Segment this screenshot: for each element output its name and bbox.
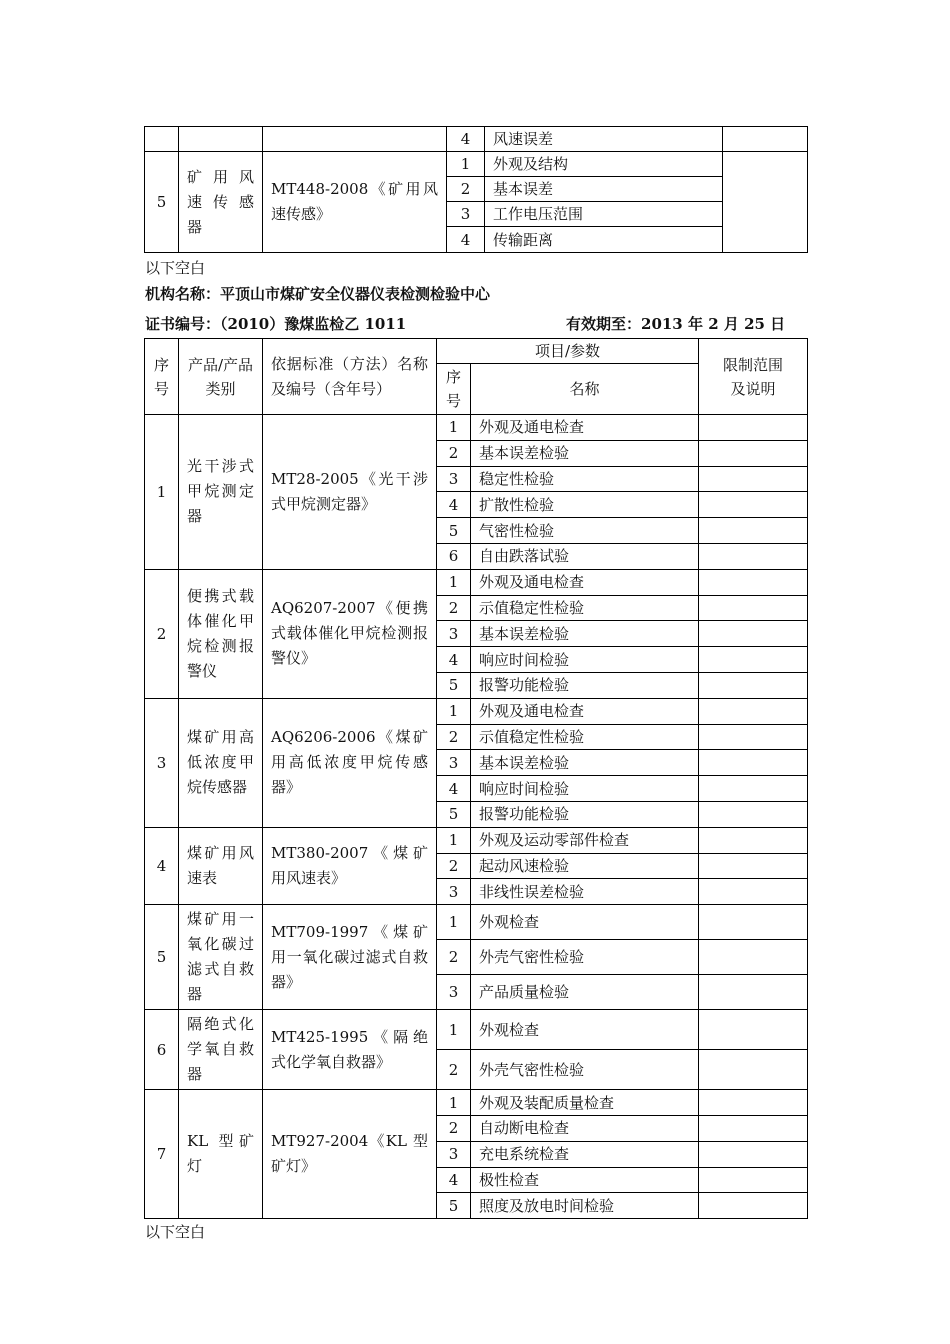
- org-name: 机构名称：平顶山市煤矿安全仪器仪表检测检验中心: [145, 285, 491, 303]
- item-number: 6: [437, 543, 471, 569]
- item-name: 基本误差检验: [471, 440, 699, 466]
- limit-cell: [699, 415, 808, 441]
- item-name: 示值稳定性检验: [471, 595, 699, 621]
- product-name: KL 型矿灯: [179, 1090, 263, 1219]
- item-name: 产品质量检验: [471, 975, 699, 1010]
- table-row: [145, 905, 808, 940]
- product-seq: 7: [145, 1090, 179, 1219]
- product-name: 矿 用 风速 传 感器: [179, 152, 263, 253]
- item-number: 3: [437, 975, 471, 1010]
- item-number: 1: [437, 1010, 471, 1050]
- item-name: 响应时间检验: [471, 647, 699, 673]
- product-name: 光干涉式甲烷测定器: [179, 415, 263, 570]
- product-seq: 1: [145, 415, 179, 570]
- cert-number: 证书编号：（2010）豫煤监检乙 1011: [145, 315, 407, 333]
- limit-cell: [699, 698, 808, 724]
- item-name: 基本误差: [485, 177, 723, 202]
- item-name: 工作电压范围: [485, 202, 723, 227]
- item-name: 传输距离: [485, 227, 723, 253]
- item-number: 1: [437, 698, 471, 724]
- header-standard: 依据标准（方法）名称及编号（含年号）: [263, 339, 437, 415]
- item-number: 5: [437, 672, 471, 698]
- item-number: 4: [447, 227, 485, 253]
- item-name: 外观及通电检查: [471, 698, 699, 724]
- item-name: 外观及通电检查: [471, 415, 699, 441]
- item-name: 风速误差: [485, 127, 723, 152]
- table-row: [145, 569, 808, 595]
- valid-until: 有效期至：2013 年 2 月 25 日: [566, 315, 786, 333]
- limit-cell: [699, 518, 808, 544]
- product-standard: MT927-2004《KL 型矿灯》: [263, 1090, 437, 1219]
- item-number: 3: [447, 202, 485, 227]
- item-number: 3: [437, 621, 471, 647]
- blank-note: 以下空白: [145, 259, 206, 277]
- limit-cell: [699, 724, 808, 750]
- limit-cell: [699, 466, 808, 492]
- item-name: 气密性检验: [471, 518, 699, 544]
- header-product: 产品/产品类别: [179, 339, 263, 415]
- item-name: 充电系统检查: [471, 1141, 699, 1167]
- item-number: 4: [437, 776, 471, 802]
- item-number: 5: [437, 518, 471, 544]
- product-name: 煤矿用高低浓度甲烷传感器: [179, 698, 263, 827]
- item-number: 1: [437, 415, 471, 441]
- limit-cell: [699, 440, 808, 466]
- product-seq: 2: [145, 569, 179, 698]
- item-name: 起动风速检验: [471, 853, 699, 879]
- limit-cell: [699, 1115, 808, 1141]
- table-row: [145, 152, 808, 177]
- product-standard: AQ6206-2006《煤矿用高低浓度甲烷传感器》: [263, 698, 437, 827]
- item-name: 外壳气密性检验: [471, 1050, 699, 1090]
- product-standard: MT709-1997《煤矿用一氧化碳过滤式自救器》: [263, 905, 437, 1010]
- limit-cell: [699, 647, 808, 673]
- product-seq: 4: [145, 827, 179, 904]
- item-name: 外观检查: [471, 1010, 699, 1050]
- item-name: 极性检查: [471, 1167, 699, 1193]
- limit-cell: [699, 750, 808, 776]
- limit-cell: [699, 621, 808, 647]
- limit-cell: [699, 492, 808, 518]
- table-row: [145, 1010, 808, 1050]
- product-standard: MT28-2005《光干涉式甲烷测定器》: [263, 415, 437, 570]
- product-seq: 6: [145, 1010, 179, 1090]
- item-number: 1: [437, 827, 471, 853]
- item-name: 外观及结构: [485, 152, 723, 177]
- limit-cell: [699, 1141, 808, 1167]
- blank-note: 以下空白: [145, 1223, 206, 1241]
- item-number: 2: [437, 595, 471, 621]
- item-name: 基本误差检验: [471, 621, 699, 647]
- item-number: 4: [447, 127, 485, 152]
- item-name: 示值稳定性检验: [471, 724, 699, 750]
- limit-cell: [699, 853, 808, 879]
- limit-cell: [699, 1167, 808, 1193]
- item-number: 3: [437, 879, 471, 905]
- item-number: 2: [437, 440, 471, 466]
- limit-cell: [699, 940, 808, 975]
- header-limit: 限制范围及说明: [699, 339, 808, 415]
- item-number: 3: [437, 750, 471, 776]
- main-table: [144, 338, 808, 1219]
- product-name: 煤矿用风速表: [179, 827, 263, 904]
- header-item-name: 名称: [471, 364, 699, 415]
- item-number: 5: [437, 1193, 471, 1219]
- item-number: 1: [437, 1090, 471, 1116]
- product-standard: MT448-2008《矿用风速传感》: [263, 152, 447, 253]
- main-table-body: [145, 415, 808, 1219]
- table-row: [145, 415, 808, 441]
- limit-cell: [699, 776, 808, 802]
- item-number: 3: [437, 1141, 471, 1167]
- item-name: 响应时间检验: [471, 776, 699, 802]
- item-name: 外观及通电检查: [471, 569, 699, 595]
- item-name: 报警功能检验: [471, 672, 699, 698]
- item-name: 外壳气密性检验: [471, 940, 699, 975]
- item-number: 1: [437, 569, 471, 595]
- limit-cell: [699, 1050, 808, 1090]
- limit-cell: [699, 672, 808, 698]
- item-name: 扩散性检验: [471, 492, 699, 518]
- limit-cell: [699, 801, 808, 827]
- limit-cell: [699, 1193, 808, 1219]
- item-name: 基本误差检验: [471, 750, 699, 776]
- product-seq: 3: [145, 698, 179, 827]
- item-name: 照度及放电时间检验: [471, 1193, 699, 1219]
- item-number: 2: [447, 177, 485, 202]
- item-number: 4: [437, 1167, 471, 1193]
- limit-cell: [699, 975, 808, 1010]
- limit-cell: [699, 543, 808, 569]
- item-name: 自由跌落试验: [471, 543, 699, 569]
- item-number: 1: [447, 152, 485, 177]
- product-name: 煤矿用一氧化碳过滤式自救器: [179, 905, 263, 1010]
- header-item-no: 序号: [437, 364, 471, 415]
- item-number: 5: [437, 801, 471, 827]
- table-row: [145, 1090, 808, 1116]
- item-name: 自动断电检查: [471, 1115, 699, 1141]
- item-name: 外观及运动零部件检查: [471, 827, 699, 853]
- item-number: 2: [437, 1115, 471, 1141]
- header-row: [145, 339, 808, 364]
- product-seq: 5: [145, 152, 179, 253]
- product-name: 便携式载体催化甲烷检测报警仪: [179, 569, 263, 698]
- product-name: 隔绝式化学氧自救器: [179, 1010, 263, 1090]
- limit-cell: [699, 879, 808, 905]
- item-number: 2: [437, 940, 471, 975]
- limit-cell: [699, 1090, 808, 1116]
- item-number: 3: [437, 466, 471, 492]
- product-standard: MT380-2007《煤矿用风速表》: [263, 827, 437, 904]
- item-name: 外观及装配质量检查: [471, 1090, 699, 1116]
- product-standard: AQ6207-2007《便携式载体催化甲烷检测报警仪》: [263, 569, 437, 698]
- item-name: 报警功能检验: [471, 801, 699, 827]
- item-number: 4: [437, 647, 471, 673]
- limit-cell: [699, 827, 808, 853]
- limit-cell: [723, 152, 808, 253]
- limit-cell: [699, 905, 808, 940]
- item-number: 2: [437, 724, 471, 750]
- top-table: [144, 126, 808, 253]
- item-number: 2: [437, 853, 471, 879]
- table-row: [145, 698, 808, 724]
- limit-cell: [699, 1010, 808, 1050]
- product-seq: 5: [145, 905, 179, 1010]
- header-seq: 序号: [145, 339, 179, 415]
- product-standard: MT425-1995《隔绝式化学氧自救器》: [263, 1010, 437, 1090]
- header-items-group: 项目/参数: [437, 339, 699, 364]
- item-name: 外观检查: [471, 905, 699, 940]
- item-number: 4: [437, 492, 471, 518]
- limit-cell: [699, 595, 808, 621]
- item-name: 稳定性检验: [471, 466, 699, 492]
- table-row: [145, 827, 808, 853]
- limit-cell: [699, 569, 808, 595]
- table-row: [145, 127, 808, 152]
- item-number: 2: [437, 1050, 471, 1090]
- item-name: 非线性误差检验: [471, 879, 699, 905]
- item-number: 1: [437, 905, 471, 940]
